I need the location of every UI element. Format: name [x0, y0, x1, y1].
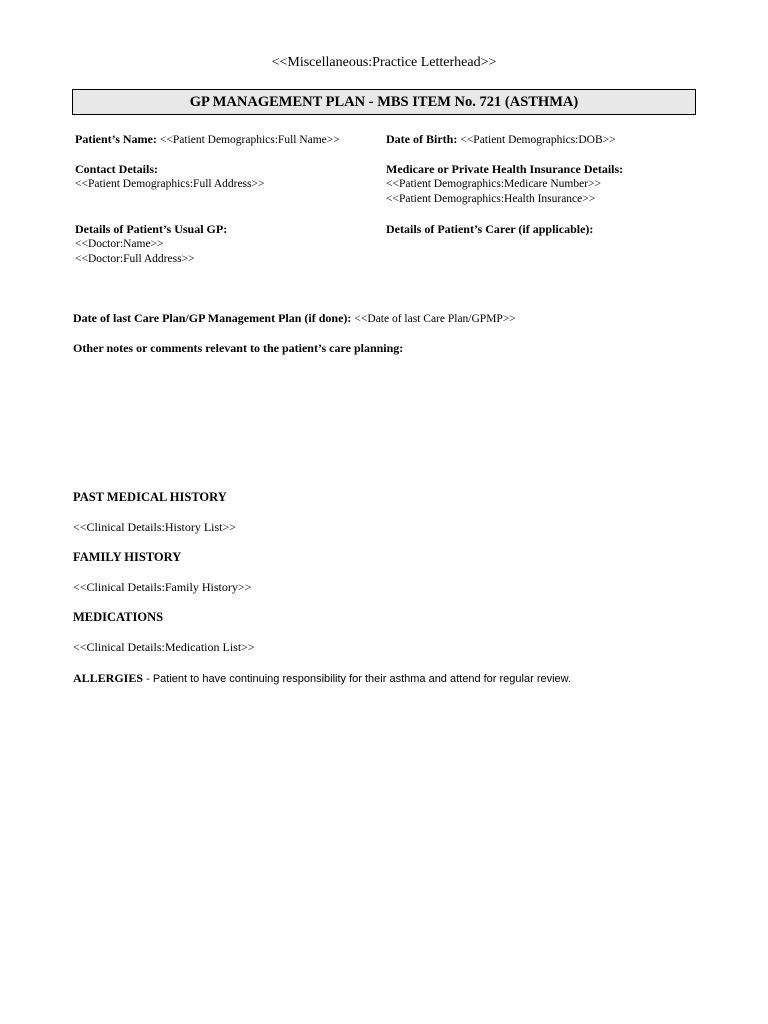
carer-label: Details of Patient’s Carer (if applicable):	[386, 222, 594, 236]
medications-heading: MEDICATIONS	[73, 610, 164, 624]
last-care-plan-label: Date of last Care Plan/GP Management Plan (if done):	[73, 311, 352, 325]
last-care-plan-value: <<Date of last Care Plan/GPMP>>	[354, 313, 516, 325]
dob-value: <<Patient Demographics:DOB>>	[460, 134, 616, 146]
last-care-plan-field	[73, 311, 516, 327]
allergies-separator: -	[143, 673, 153, 685]
carer-field	[386, 222, 593, 237]
past-medical-history-value: <<Clinical Details:History List>>	[73, 520, 237, 534]
patient-name-value: <<Patient Demographics:Full Name>>	[159, 134, 340, 146]
contact-details-value: <<Patient Demographics:Full Address>>	[75, 178, 265, 190]
usual-gp-field	[75, 222, 227, 267]
insurance-field	[386, 162, 623, 207]
medicare-number-value: <<Patient Demographics:Medicare Number>>	[386, 178, 601, 190]
doctor-address-value: <<Doctor:Full Address>>	[75, 253, 195, 265]
family-history-heading: FAMILY HISTORY	[73, 550, 182, 564]
usual-gp-label: Details of Patient’s Usual GP:	[75, 222, 228, 236]
health-insurance-value: <<Patient Demographics:Health Insurance>>	[386, 193, 596, 205]
patient-name-label: Patient’s Name:	[75, 132, 157, 146]
allergies-heading: ALLERGIES	[73, 671, 144, 685]
document-title: GP MANAGEMENT PLAN - MBS ITEM No. 721 (ASTHMA)	[72, 89, 696, 115]
family-history-value: <<Clinical Details:Family History>>	[73, 580, 252, 594]
contact-details-label: Contact Details:	[75, 162, 158, 176]
medications-value: <<Clinical Details:Medication List>>	[73, 640, 255, 654]
doctor-name-value: <<Doctor:Name>>	[75, 238, 164, 250]
past-medical-history-heading: PAST MEDICAL HISTORY	[73, 490, 227, 504]
other-notes-label: Other notes or comments relevant to the patient’s care planning:	[73, 341, 404, 355]
allergies-line	[73, 671, 571, 686]
dob-field	[386, 132, 616, 148]
patient-name-field	[75, 132, 340, 148]
practice-letterhead: <<Miscellaneous:Practice Letterhead>>	[271, 55, 497, 70]
contact-details-field	[75, 162, 264, 192]
insurance-label: Medicare or Private Health Insurance Details:	[386, 162, 624, 176]
dob-label: Date of Birth:	[386, 132, 458, 146]
allergies-text: Patient to have continuing responsibility for their asthma and attend for regular review.	[152, 673, 572, 685]
